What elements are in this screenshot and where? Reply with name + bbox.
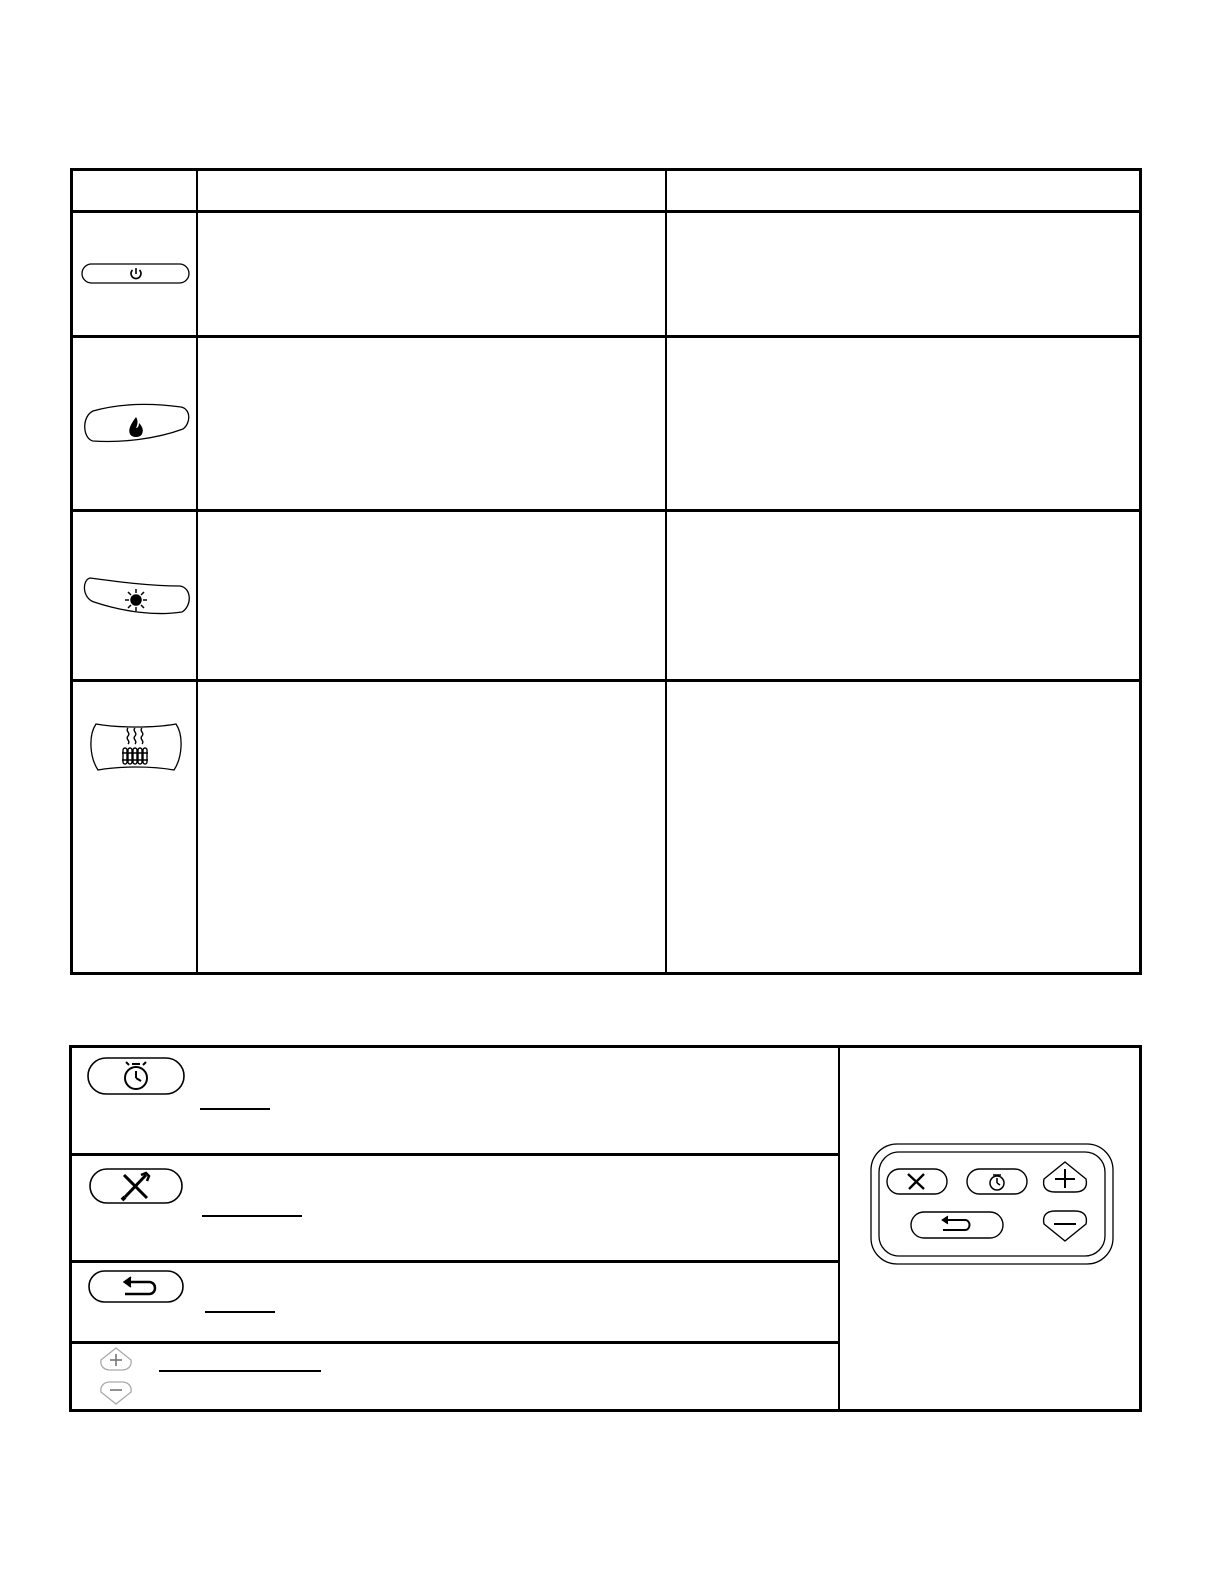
- flame-button[interactable]: [81, 401, 191, 447]
- table-row: [73, 213, 198, 335]
- row-description: [667, 682, 1142, 972]
- keypad-diagram: [869, 1142, 1115, 1266]
- list-item: [98, 1346, 134, 1410]
- header-description-col: [667, 171, 1142, 210]
- timer-title: [200, 1086, 820, 1108]
- light-button[interactable]: [80, 572, 192, 620]
- row-function: [198, 213, 665, 335]
- row-function: [198, 682, 665, 972]
- row-description: [667, 213, 1142, 335]
- plus-minus-title: [159, 1348, 819, 1370]
- tools-title-underline: [202, 1215, 302, 1217]
- header-function-col: [198, 171, 665, 210]
- timer-button[interactable]: [86, 1056, 186, 1098]
- list-item: [87, 1268, 185, 1306]
- tools-title: [202, 1193, 822, 1215]
- light-icon: [125, 589, 147, 611]
- row-function: [198, 338, 665, 509]
- row-divider: [72, 1341, 838, 1344]
- settings-table: [69, 1045, 1142, 1412]
- back-title: [205, 1289, 825, 1311]
- row-description: [667, 338, 1142, 509]
- column-divider: [838, 1048, 840, 1409]
- row-divider: [72, 1260, 838, 1263]
- keypad-back-button[interactable]: [911, 1212, 1003, 1238]
- timer-title-underline: [200, 1108, 270, 1110]
- plus-minus-title-underline: [159, 1370, 321, 1372]
- list-item: [86, 1056, 186, 1098]
- header-icon-col: [73, 171, 196, 210]
- tools-button[interactable]: [88, 1166, 184, 1208]
- list-item: [88, 1166, 184, 1208]
- back-title-underline: [205, 1311, 275, 1313]
- row-function: [198, 512, 665, 679]
- table-row: [73, 338, 198, 509]
- table-row: [73, 512, 198, 679]
- row-description: [667, 512, 1142, 679]
- heat-button[interactable]: [88, 720, 184, 774]
- keypad-tools-button[interactable]: [887, 1169, 947, 1194]
- power-button[interactable]: [81, 262, 191, 286]
- function-table: [70, 168, 1142, 975]
- plus-minus-icon: [98, 1346, 134, 1410]
- table-row: [73, 682, 198, 812]
- row-divider: [72, 1153, 838, 1156]
- keypad-timer-button[interactable]: [967, 1169, 1027, 1194]
- back-button[interactable]: [87, 1268, 185, 1306]
